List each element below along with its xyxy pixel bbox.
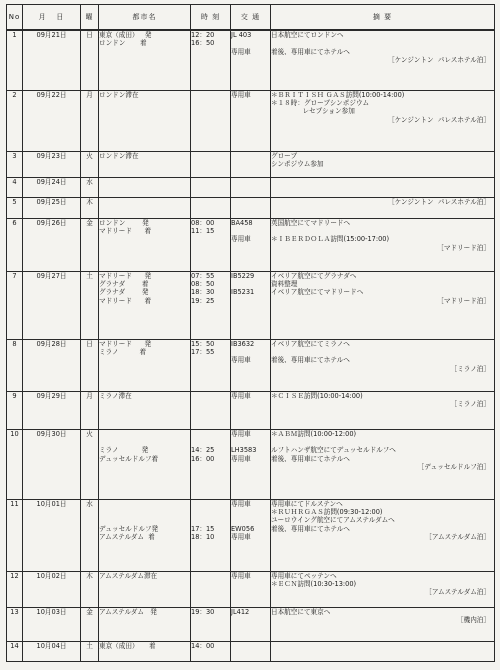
summary-line — [271, 39, 494, 47]
summary-line: イベリア航空にてグラナダへ — [271, 271, 357, 280]
row-transport: IB5229 IB5231 — [231, 271, 271, 339]
hotel-note: ［アムステルダム泊］ — [425, 533, 490, 542]
row-transport: 専用車 — [231, 571, 271, 607]
summary-line: 日本航空にてロンドンへ — [271, 31, 344, 39]
row-date: 09月21日 — [23, 30, 81, 90]
header-day: 日 — [56, 12, 65, 21]
row-summary — [271, 641, 495, 661]
itinerary-row — [7, 571, 495, 607]
row-date: 09月25日 — [23, 197, 81, 218]
row-summary — [271, 271, 495, 339]
row-date: 10月04日 — [23, 641, 81, 661]
summary-line: ＊ＢＲＩＴＩＳＨ ＧＡＳ訪問(10:00-14:00) — [271, 90, 405, 99]
header-summary: 摘 要 — [271, 5, 495, 31]
row-times — [191, 571, 231, 607]
summary-line: 資料整理 — [271, 279, 298, 288]
row-weekday: 日 — [81, 30, 99, 90]
row-weekday: 金 — [81, 218, 99, 271]
summary-line: ＊ＲＵＨＲＧＡＳ訪問(09:30-12:00) — [271, 507, 383, 516]
itinerary-row — [7, 177, 495, 197]
itinerary-page — [6, 4, 494, 666]
summary-line: イベリア航空にてミラノへ — [271, 339, 350, 348]
row-cities: アムステルダム 発 — [99, 607, 191, 641]
hotel-note: ［ケンジントン パレスホテル泊］ — [388, 115, 490, 124]
hotel-note: ［ミラノ泊］ — [450, 364, 490, 373]
row-cities — [99, 177, 191, 197]
row-cities: ロンドン滞在 — [99, 90, 191, 151]
itinerary-row — [7, 30, 495, 90]
row-date: 09月26日 — [23, 218, 81, 271]
summary-line: 専用車にてペッテンへ — [271, 571, 337, 580]
hotel-note: ［ケンジントン パレスホテル泊］ — [388, 197, 490, 206]
row-weekday: 木 — [81, 571, 99, 607]
row-cities: ミラノ 発 デュッセルドルフ着 — [99, 429, 191, 499]
row-date: 10月02日 — [23, 571, 81, 607]
row-times: 14：25 16：00 — [191, 429, 231, 499]
row-times: 08：00 11：15 — [191, 218, 231, 271]
header-month: 月 — [38, 12, 47, 21]
row-cities: ミラノ滞在 — [99, 391, 191, 429]
itinerary-row — [7, 339, 495, 391]
row-number: 13 — [7, 607, 23, 641]
itinerary-row — [7, 197, 495, 218]
row-times — [191, 90, 231, 151]
row-transport: IB3632 専用車 — [231, 339, 271, 391]
itinerary-row — [7, 151, 495, 177]
row-number: 5 — [7, 197, 23, 218]
row-number: 12 — [7, 571, 23, 607]
row-summary — [271, 571, 495, 607]
itinerary-rows — [7, 30, 495, 661]
row-summary — [271, 339, 495, 391]
row-summary — [271, 90, 495, 151]
summary-line: 着後、専用車にてホテルへ — [271, 356, 350, 365]
row-cities: ロンドン 発 マドリード 着 — [99, 218, 191, 271]
row-times — [191, 391, 231, 429]
itinerary-row — [7, 429, 495, 499]
row-cities: マドリード 発 グラナダ 着 グラナダ 発 マドリード 着 — [99, 271, 191, 339]
row-date: 09月28日 — [23, 339, 81, 391]
row-number: 4 — [7, 177, 23, 197]
row-transport: 専用車 — [231, 90, 271, 151]
itinerary-row — [7, 218, 495, 271]
row-number: 8 — [7, 339, 23, 391]
row-weekday: 水 — [81, 499, 99, 571]
row-transport — [231, 177, 271, 197]
itinerary-row — [7, 391, 495, 429]
row-summary — [271, 429, 495, 499]
row-weekday: 水 — [81, 177, 99, 197]
row-cities: 東京（成田） 発 ロンドン 着 — [99, 30, 191, 90]
row-date: 09月30日 — [23, 429, 81, 499]
row-number: 11 — [7, 499, 23, 571]
row-date: 10月03日 — [23, 607, 81, 641]
row-transport: BA458 専用車 — [231, 218, 271, 271]
row-times: 19：30 — [191, 607, 231, 641]
row-weekday: 木 — [81, 197, 99, 218]
row-times: 07：55 08：50 18：30 19：25 — [191, 271, 231, 339]
row-weekday: 火 — [81, 429, 99, 499]
hotel-note: ［ケンジントン パレスホテル泊］ — [388, 56, 490, 65]
hotel-note: ［機内泊］ — [457, 615, 490, 624]
row-transport: JL412 — [231, 607, 271, 641]
row-transport — [231, 641, 271, 661]
hotel-note: ［アムステルダム泊］ — [425, 588, 490, 597]
row-transport — [231, 151, 271, 177]
row-weekday: 月 — [81, 90, 99, 151]
row-times — [191, 197, 231, 218]
header-row — [7, 5, 495, 31]
hotel-note: ［デュッセルドルフ泊］ — [417, 463, 490, 472]
row-weekday: 月 — [81, 391, 99, 429]
row-times: 17：15 18：10 — [191, 499, 231, 571]
summary-line: ＊１８時：グローブシンポジウム — [271, 98, 370, 107]
row-number: 2 — [7, 90, 23, 151]
itinerary-row — [7, 499, 495, 571]
header-city: 都市名 — [99, 5, 191, 31]
row-times: 14：00 — [191, 641, 231, 661]
summary-line: 着後、専用車にてホテルへ — [271, 454, 350, 463]
row-date: 10月01日 — [23, 499, 81, 571]
row-weekday: 金 — [81, 607, 99, 641]
summary-line: 着後、専用車にてホテルへ — [271, 47, 350, 56]
row-date: 09月23日 — [23, 151, 81, 177]
summary-line: ユーロウイング航空にてアムステルダムへ — [271, 516, 395, 525]
row-number: 10 — [7, 429, 23, 499]
row-transport: JL 403 専用車 — [231, 30, 271, 90]
row-number: 9 — [7, 391, 23, 429]
row-times: 12：20 16：50 — [191, 30, 231, 90]
row-summary — [271, 391, 495, 429]
itinerary-row — [7, 271, 495, 339]
header-no: No — [7, 5, 23, 31]
header-date — [23, 5, 81, 31]
summary-line: 着後、専用車にてホテルへ — [271, 524, 350, 533]
row-date: 09月22日 — [23, 90, 81, 151]
row-summary — [271, 499, 495, 571]
row-summary — [271, 218, 495, 271]
row-summary — [271, 151, 495, 177]
row-times — [191, 177, 231, 197]
summary-line: グローブ — [271, 151, 298, 160]
header-weekday: 曜 — [81, 5, 99, 31]
row-cities — [99, 197, 191, 218]
header-transport: 交 通 — [231, 5, 271, 31]
row-number: 3 — [7, 151, 23, 177]
row-weekday: 火 — [81, 151, 99, 177]
row-times: 15：50 17：55 — [191, 339, 231, 391]
row-summary — [271, 197, 495, 218]
itinerary-row — [7, 90, 495, 151]
summary-line: ＊ＣＩＳＥ訪問(10:00-14:00) — [271, 391, 363, 400]
summary-line: レセプション参加 — [271, 107, 355, 116]
row-summary — [271, 607, 495, 641]
row-summary — [271, 177, 495, 197]
row-times — [191, 151, 231, 177]
row-number: 6 — [7, 218, 23, 271]
row-cities: マドリード 発 ミラノ 着 — [99, 339, 191, 391]
row-weekday: 日 — [81, 339, 99, 391]
summary-line: ＊ＥＣＮ訪問(10:30-13:00) — [271, 579, 357, 588]
itinerary-table — [6, 4, 495, 662]
row-number: 7 — [7, 271, 23, 339]
row-cities: ロンドン滞在 — [99, 151, 191, 177]
itinerary-row — [7, 607, 495, 641]
hotel-note: ［マドリード泊］ — [437, 296, 490, 305]
hotel-note: ［ミラノ泊］ — [450, 399, 490, 408]
row-cities: 東京（成田） 着 — [99, 641, 191, 661]
summary-line: シンポジウム参加 — [271, 159, 324, 168]
itinerary-row — [7, 641, 495, 661]
summary-line: 英国航空にてマドリードへ — [271, 218, 351, 227]
summary-line: ルフトハンザ航空にてデュッセルドルフへ — [271, 446, 396, 455]
row-date: 09月27日 — [23, 271, 81, 339]
summary-line: ＊ＡＢＭ訪問(10:00-12:00) — [271, 429, 357, 438]
row-transport: 専用車 EW056 専用車 — [231, 499, 271, 571]
summary-line: ＊ＩＢＥＲＤＯＬＡ訪問(15:00-17:00) — [271, 235, 390, 244]
summary-line: イベリア航空にてマドリードへ — [271, 288, 364, 297]
row-summary — [271, 30, 495, 90]
row-transport — [231, 197, 271, 218]
row-weekday: 土 — [81, 271, 99, 339]
row-transport: 専用車 LH3583 専用車 — [231, 429, 271, 499]
hotel-note: ［マドリード泊］ — [437, 243, 490, 252]
row-cities: デュッセルドルフ発 アムステルダム 着 — [99, 499, 191, 571]
row-cities: アムステルダム滞在 — [99, 571, 191, 607]
row-number: 14 — [7, 641, 23, 661]
row-date: 09月29日 — [23, 391, 81, 429]
row-transport: 専用車 — [231, 391, 271, 429]
header-time: 時 刻 — [191, 5, 231, 31]
row-weekday: 土 — [81, 641, 99, 661]
summary-line: 日本航空にて東京へ — [271, 607, 331, 616]
row-number: 1 — [7, 30, 23, 90]
summary-line: 専用車にてドルステンへ — [271, 499, 343, 508]
row-date: 09月24日 — [23, 177, 81, 197]
